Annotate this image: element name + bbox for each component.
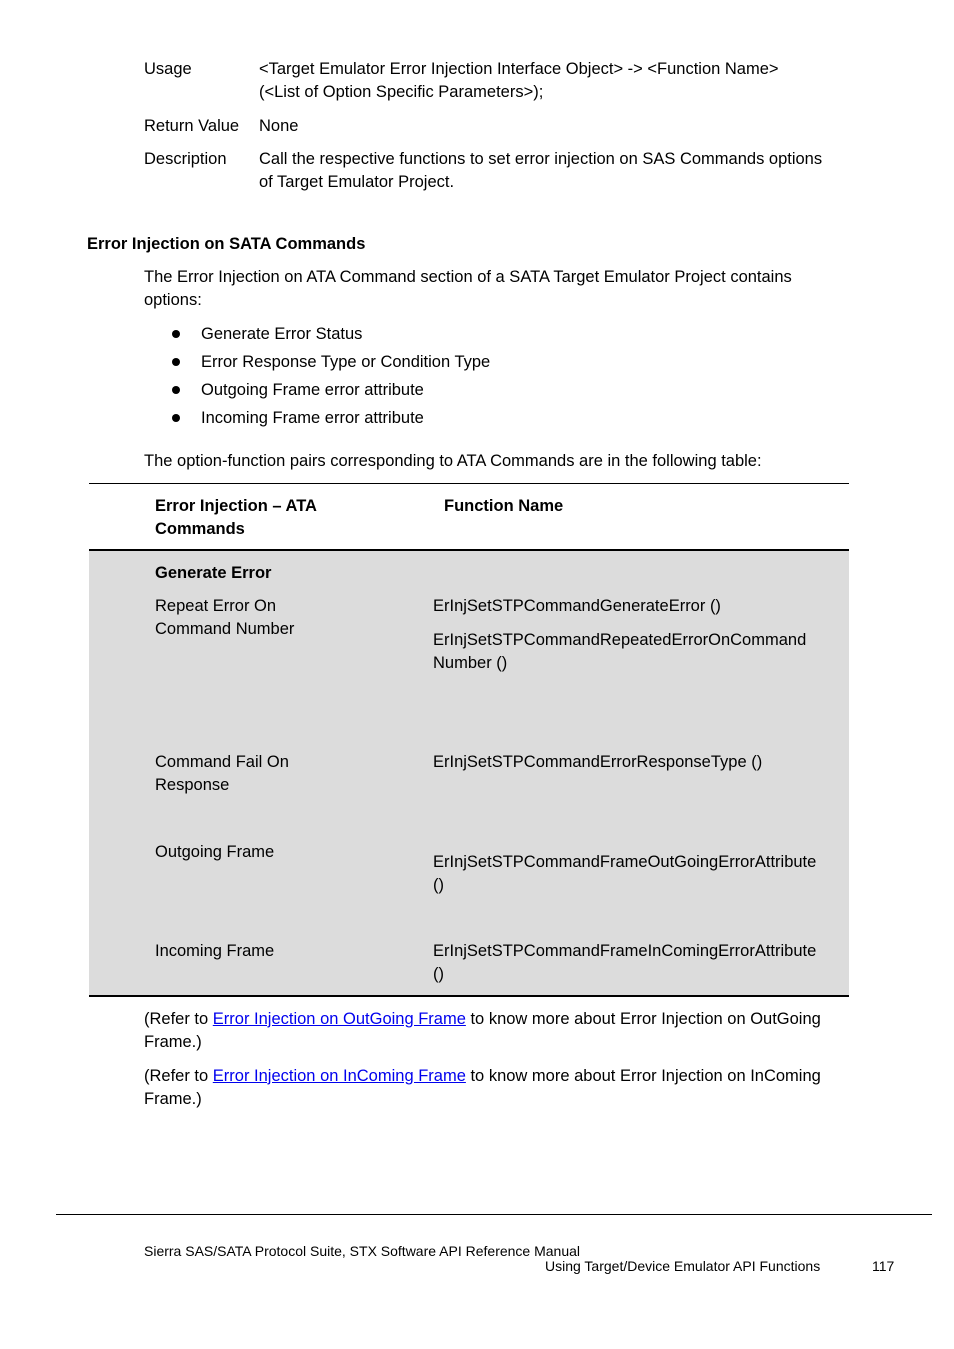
table-top-rule [89,483,849,484]
bullet-icon [172,358,180,366]
table-bottom-rule [89,995,849,997]
footer-chapter: Using Target/Device Emulator API Functions [545,1258,821,1274]
reference-incoming [144,1065,904,1111]
usage-value [259,58,879,104]
reference-prefix: (Refer to [144,1067,213,1085]
row2-option-line1: Command Fail On [155,753,289,771]
usage-label: Usage [144,60,192,78]
row1-function-generate-error: ErInjSetSTPCommandGenerateError () [433,597,721,615]
section-intro-line1: The Error Injection on ATA Command section of a SATA Target Emulator Project contains [144,268,792,286]
section-intro-line2: options: [144,291,202,309]
row1-option-line2: Command Number [155,620,295,638]
row1-function-repeated-error [433,629,843,675]
table-row-outgoing-frame: Outgoing Frame [155,843,275,861]
row3-function-line1: ErInjSetSTPCommandFrameOutGoingErrorAttribute [433,853,817,871]
table-header-col1-line1: Error Injection – ATA [155,497,317,515]
row2-function: ErInjSetSTPCommandErrorResponseType () [433,753,763,771]
footer-rule [56,1214,932,1215]
reference-line2: Frame.) [144,1090,202,1108]
table-intro: The option-function pairs corresponding to ATA Commands are in the following table: [144,452,762,470]
usage-value-line1: <Target Emulator Error Injection Interface Object> -> <Function Name> [259,60,779,78]
row4-function [433,940,843,986]
row1-option-line1: Repeat Error On [155,597,277,615]
reference-outgoing [144,1008,904,1054]
table-row-command-fail [155,751,385,797]
description-value [259,148,879,194]
reference-suffix: to know more about Error Injection on OutGoing [465,1010,821,1028]
reference-suffix: to know more about Error Injection on InComing [465,1067,821,1085]
link-error-injection-outgoing-frame[interactable]: Error Injection on OutGoing Frame [212,1010,466,1028]
row1-function-line2: Number () [433,654,508,672]
section-heading: Error Injection on SATA Commands [87,235,366,253]
reference-prefix: (Refer to [144,1010,213,1028]
section-intro [144,266,864,312]
link-error-injection-incoming-frame[interactable]: Error Injection on InComing Frame [212,1067,466,1085]
bullet-item: Error Response Type or Condition Type [201,353,491,371]
table-row-incoming-frame: Incoming Frame [155,942,275,960]
row3-function [433,851,843,897]
bullet-icon [172,386,180,394]
bullet-item: Generate Error Status [201,325,363,343]
row4-function-line1: ErInjSetSTPCommandFrameInComingErrorAttribute [433,942,817,960]
table-header-col2: Function Name [444,497,564,515]
usage-value-line2: (<List of Option Specific Parameters>); [259,83,544,101]
reference-line2: Frame.) [144,1033,202,1051]
return-value-label: Return Value [144,117,240,135]
table-header-col1-line2: Commands [155,520,245,538]
description-line1: Call the respective functions to set error injection on SAS Commands options [259,150,823,168]
table-row-repeat-error [155,595,385,641]
table-group-title: Generate Error [155,564,272,582]
bullet-icon [172,414,180,422]
description-label: Description [144,150,227,168]
return-value: None [259,117,299,135]
row4-function-line2: () [433,965,444,983]
footer-manual-title: Sierra SAS/SATA Protocol Suite, STX Software API Reference Manual [144,1243,581,1259]
table-header-col1 [155,495,385,541]
row1-function-line1: ErInjSetSTPCommandRepeatedErrorOnCommand [433,631,807,649]
footer-page-number: 117 [872,1258,895,1274]
description-line2: of Target Emulator Project. [259,173,455,191]
bullet-icon [172,330,180,338]
row2-option-line2: Response [155,776,230,794]
bullet-item: Outgoing Frame error attribute [201,381,424,399]
row3-function-line2: () [433,876,444,894]
bullet-item: Incoming Frame error attribute [201,409,424,427]
